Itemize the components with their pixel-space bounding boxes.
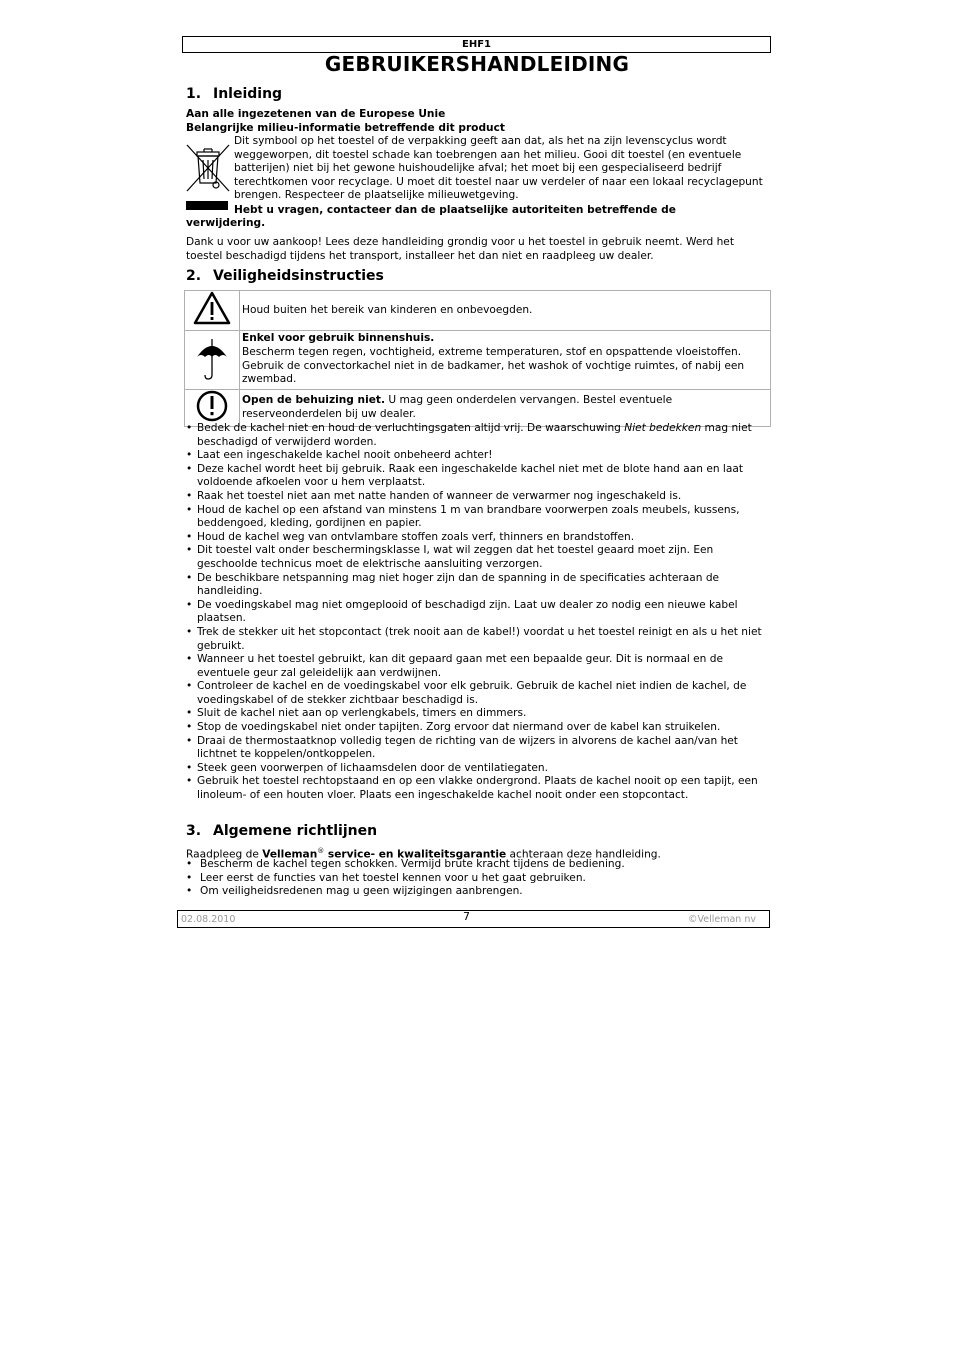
list-item: • Draai de thermostaatknop volledig tegen de richting van de wijzers in alvorens de kachel aan/van het lichtnet te koppelen/ontkoppelen.	[186, 735, 768, 762]
section-number: 3.	[186, 823, 202, 839]
safety-text: Houd buiten het bereik van kinderen en onbevoegden.	[242, 303, 533, 316]
list-item: • Deze kachel wordt heet bij gebruik. Raak een ingeschakelde kachel niet met de blote hand aan en laat voldoende afkoelen voor u hem verplaatst.	[186, 463, 768, 490]
guarantee-text: achteraan deze handleiding.	[506, 848, 661, 861]
list-item: • Om veiligheidsredenen mag u geen wijzigingen aanbrengen.	[186, 885, 768, 899]
thanks-paragraph: Dank u voor uw aankoop! Lees deze handleiding grondig voor u het toestel in gebruik neemt. Werd het toestel beschadigd tijdens het transport, installeer het dan niet en raadpleeg uw dealer.	[186, 236, 734, 262]
list-item: • Trek de stekker uit het stopcontact (trek nooit aan de kabel!) voordat u het toestel reinigt en als u het niet gebruikt.	[186, 626, 768, 653]
section-1-heading	[186, 86, 282, 102]
list-item: • Leer eerst de functies van het toestel kennen voor u het gaat gebruiken.	[186, 872, 768, 886]
list-item: • Controleer de kachel en de voedingskabel voor elk gebruik. Gebruik de kachel niet indien de kachel, de voedingskabel of de stekker zichtbaar beschadigd is.	[186, 680, 768, 707]
section-title: Veiligheidsinstructies	[213, 268, 384, 284]
section-number: 1.	[186, 86, 202, 102]
list-item: • Steek geen voorwerpen of lichaamsdelen door de ventilatiegaten.	[186, 762, 768, 776]
section-2-heading	[186, 268, 384, 284]
list-item: • Houd de kachel op een afstand van minstens 1 m van brandbare voorwerpen zoals meubels, kussens, beddengoed, kleding, gordijnen en papier.	[186, 504, 768, 531]
safety-icon-cell	[185, 330, 240, 389]
safety-text-cell	[240, 291, 771, 331]
section-3-heading	[186, 823, 377, 839]
safety-text-cell	[240, 330, 771, 389]
list-item-text: Bedek de kachel niet en houd de verluchtingsgaten altijd vrij. De waarschuwing	[197, 422, 625, 434]
list-item: • Raak het toestel niet aan met natte handen of wanneer de verwarmer nog ingeschakeld is.	[186, 490, 768, 504]
page-title: GEBRUIKERSHANDLEIDING	[324, 52, 630, 76]
safety-bullet-list	[186, 422, 768, 803]
page-number: 7	[463, 910, 470, 923]
list-item: • Wanneer u het toestel gebruikt, kan dit gepaard gaan met een bepaalde geur. Dit is normaal en de eventuele geur zal geleidelijk aan verdwijnen.	[186, 653, 768, 680]
list-item: • Bescherm de kachel tegen schokken. Vermijd brute kracht tijdens de bediening.	[186, 858, 768, 872]
list-item: • Laat een ingeschakelde kachel nooit onbeheerd achter!	[186, 449, 768, 463]
weee-black-bar	[186, 201, 228, 210]
contact-text-end: verwijdering.	[186, 217, 266, 229]
list-item-text: mag niet beschadigd of verwijderd worden.	[197, 422, 752, 448]
weee-text: Dit symbool op het toestel of de verpakking geeft aan dat, als het na zijn levenscyclus wordt weggeworpen, dit toestel schade kan toebrengen aan het milieu. Gooi dit toestel (en eventuele batterijen) niet bij het gewone huishoudelijke afval; het moet bij een gespecialiseerd bedrijf terechtkomen voor recyclage. U moet dit toestel naar uw verdeler of naar een lokaal recyclagepunt brengen. Respecteer de plaatselijke milieuwetgeving.	[234, 135, 763, 202]
guidelines-bullet-list	[186, 858, 768, 899]
safety-bold-text: Enkel voor gebruik binnenshuis.	[242, 332, 435, 345]
list-item: • De beschikbare netspanning mag niet hoger zijn dan de spanning in de specificaties achteraan de handleiding.	[186, 572, 768, 599]
section-title: Inleiding	[213, 86, 283, 102]
guarantee-text: Raadpleeg de	[186, 848, 263, 861]
footer-date: 02.08.2010	[181, 914, 236, 925]
section-number: 2.	[186, 268, 202, 284]
list-item: • Houd de kachel weg van ontvlambare stoffen zoals verf, thinners en brandstoffen.	[186, 531, 768, 545]
eu-residents-heading: Aan alle ingezetenen van de Europese Unie	[186, 108, 446, 120]
contact-text: Hebt u vragen, contacteer dan de plaatselijke autoriteiten betreffende de	[234, 204, 676, 216]
safety-table	[184, 290, 771, 427]
section-title: Algemene richtlijnen	[213, 823, 378, 839]
safety-text: Bescherm tegen regen, vochtigheid, extreme temperaturen, stof en opspattende vloeistoffen. Gebruik de convectorkachel niet in de badkamer, het washok of vochtige ruimtes, of nabij een zwembad.	[242, 346, 745, 386]
safety-text: U mag geen onderdelen vervangen. Bestel eventuele reserveonderdelen bij uw dealer.	[242, 394, 673, 420]
safety-icon-cell	[185, 291, 240, 331]
list-item: • Gebruik het toestel rechtopstaand en op een vlakke ondergrond. Plaats de kachel nooit op een tapijt, een linoleum- of een houten vloer. Plaats een ingeschakelde kachel nooit onder een stopcontact.	[186, 775, 768, 802]
guarantee-bold: service- en kwaliteitsgarantie	[324, 848, 507, 861]
list-item: • Sluit de kachel niet aan op verlengkabels, timers en dimmers.	[186, 707, 768, 721]
safety-row	[185, 330, 771, 389]
warning-triangle-icon	[193, 291, 231, 325]
safety-bold-text: Open de behuizing niet.	[242, 394, 386, 407]
list-item-italic: Niet bedekken	[624, 422, 702, 434]
env-info-heading: Belangrijke milieu-informatie betreffende dit product	[186, 122, 505, 134]
model-header	[182, 36, 771, 53]
registered-mark: ®	[317, 847, 325, 855]
page-footer	[177, 910, 770, 928]
safety-row	[185, 291, 771, 331]
crossed-out-wheelie-bin-icon	[185, 142, 231, 194]
umbrella-icon	[195, 333, 229, 381]
brand-name: Velleman	[262, 848, 318, 861]
list-item	[186, 422, 768, 449]
model-code: EHF1	[462, 39, 491, 50]
exclamation-circle-icon	[195, 390, 229, 422]
footer-copyright: ©Velleman nv	[688, 914, 756, 925]
list-item: • Stop de voedingskabel niet onder tapijten. Zorg ervoor dat niermand over de kabel kan struikelen.	[186, 721, 768, 735]
list-item: • De voedingskabel mag niet omgeplooid of beschadigd zijn. Laat uw dealer zo nodig een nieuwe kabel plaatsen.	[186, 599, 768, 626]
list-item: • Dit toestel valt onder beschermingsklasse I, wat wil zeggen dat het toestel geaard moet zijn. Een geschoolde technicus moet de elektrische aansluiting verzorgen.	[186, 544, 768, 571]
